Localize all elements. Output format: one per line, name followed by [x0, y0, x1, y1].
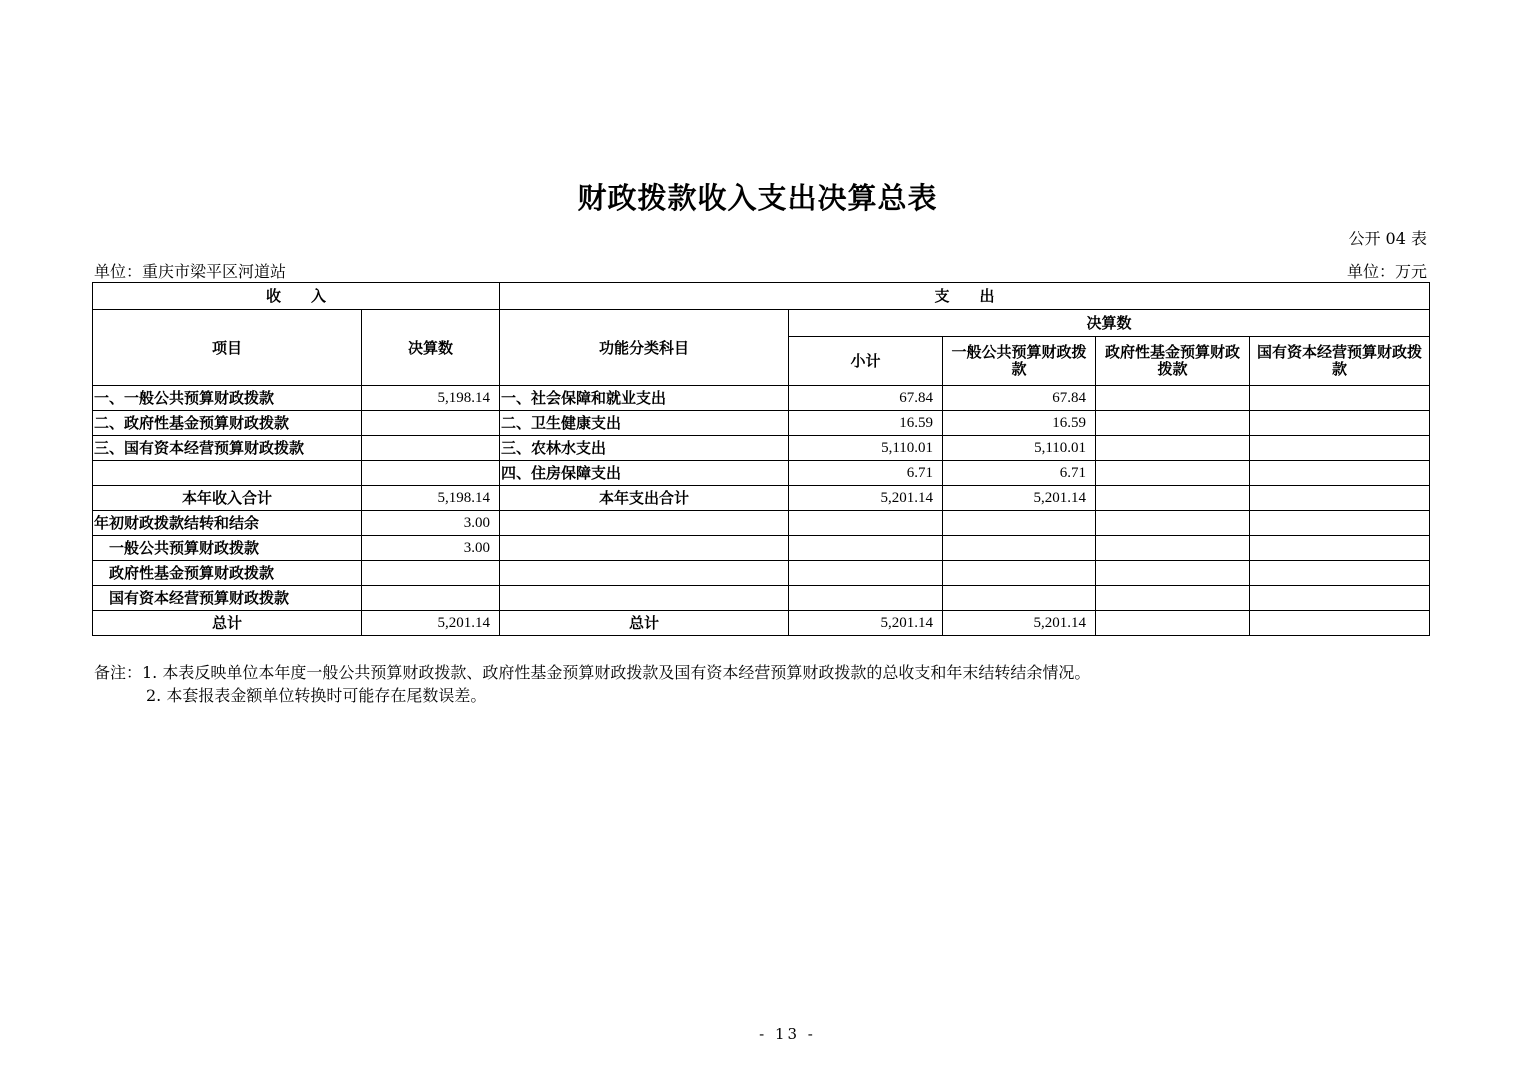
general-value: [943, 511, 1096, 536]
state-capital-value: [1250, 536, 1430, 561]
gov-fund-value: [1096, 611, 1250, 636]
general-value: [943, 536, 1096, 561]
expense-item: [500, 586, 789, 611]
expense-header: 支 出: [500, 283, 1430, 310]
table-row-grand-total: [93, 611, 1430, 636]
note-line-1: 备注：1. 本表反映单位本年度一般公共预算财政拨款、政府性基金预算财政拨款及国有资本经营预算财政拨款的总收支和年末结转结余情况。: [94, 663, 1091, 682]
table-row: [93, 386, 1430, 411]
income-item: 一、一般公共预算财政拨款: [93, 386, 362, 411]
income-value: 3.00: [362, 511, 500, 536]
table-row: [93, 511, 1430, 536]
income-item: 本年收入合计: [93, 486, 362, 511]
note-line-2: 2. 本套报表金额单位转换时可能存在尾数误差。: [146, 686, 487, 705]
expense-item: [500, 511, 789, 536]
state-capital-value: [1250, 386, 1430, 411]
income-item: 一般公共预算财政拨款: [93, 536, 362, 561]
gov-fund-value: [1096, 561, 1250, 586]
income-value: 3.00: [362, 536, 500, 561]
income-value: [362, 461, 500, 486]
general-value: 6.71: [943, 461, 1096, 486]
expense-item: 本年支出合计: [500, 486, 789, 511]
expense-item: [500, 561, 789, 586]
general-value: 16.59: [943, 411, 1096, 436]
table-row: [93, 536, 1430, 561]
income-value: 5,198.14: [362, 486, 500, 511]
gov-fund-value: [1096, 511, 1250, 536]
state-capital-header: 国有资本经营预算财政拨款: [1250, 337, 1430, 386]
income-value: [362, 411, 500, 436]
table-row-total-year: [93, 486, 1430, 511]
expense-item: 总计: [500, 611, 789, 636]
general-value: 5,201.14: [943, 486, 1096, 511]
income-value: 5,201.14: [362, 611, 500, 636]
notes: [94, 661, 1090, 707]
subtotal-value: 67.84: [789, 386, 943, 411]
state-capital-value: [1250, 411, 1430, 436]
table-row: [93, 586, 1430, 611]
gov-fund-value: [1096, 411, 1250, 436]
gov-fund-value: [1096, 586, 1250, 611]
income-item: 国有资本经营预算财政拨款: [93, 586, 362, 611]
subtotal-header: 小计: [789, 337, 943, 386]
subtotal-value: [789, 536, 943, 561]
unit-currency: 单位：万元: [1346, 262, 1427, 281]
gov-fund-value: [1096, 536, 1250, 561]
page-title: 财政拨款收入支出决算总表: [577, 181, 938, 215]
form-number: 公开 04 表: [1348, 229, 1427, 248]
general-value: [943, 561, 1096, 586]
general-value: 5,110.01: [943, 436, 1096, 461]
income-value: 5,198.14: [362, 386, 500, 411]
income-item: 二、政府性基金预算财政拨款: [93, 411, 362, 436]
state-capital-value: [1250, 586, 1430, 611]
expense-item: [500, 536, 789, 561]
table-row: [93, 561, 1430, 586]
income-header: 收 入: [93, 283, 500, 310]
income-amount-header: 决算数: [362, 310, 500, 386]
state-capital-value: [1250, 486, 1430, 511]
income-item: 总计: [93, 611, 362, 636]
page-number: - 13 -: [759, 1025, 816, 1043]
gov-fund-header: 政府性基金预算财政拨款: [1096, 337, 1250, 386]
expense-item: 一、社会保障和就业支出: [500, 386, 789, 411]
state-capital-value: [1250, 511, 1430, 536]
subtotal-value: [789, 561, 943, 586]
func-class-header: 功能分类科目: [500, 310, 789, 386]
state-capital-value: [1250, 436, 1430, 461]
item-header: 项目: [93, 310, 362, 386]
subtotal-value: 5,201.14: [789, 486, 943, 511]
gov-fund-value: [1096, 486, 1250, 511]
subtotal-value: 6.71: [789, 461, 943, 486]
budget-summary-table: [92, 282, 1430, 636]
state-capital-value: [1250, 561, 1430, 586]
subtotal-value: 5,201.14: [789, 611, 943, 636]
table-row: [93, 436, 1430, 461]
gov-fund-value: [1096, 386, 1250, 411]
income-value: [362, 561, 500, 586]
income-value: [362, 586, 500, 611]
general-value: 67.84: [943, 386, 1096, 411]
expense-amount-header: 决算数: [789, 310, 1430, 337]
subtotal-value: 16.59: [789, 411, 943, 436]
expense-item: 三、农林水支出: [500, 436, 789, 461]
expense-item: 四、住房保障支出: [500, 461, 789, 486]
income-value: [362, 436, 500, 461]
income-item: 三、国有资本经营预算财政拨款: [93, 436, 362, 461]
unit-organization: 单位：重庆市梁平区河道站: [94, 262, 287, 281]
general-value: 5,201.14: [943, 611, 1096, 636]
subtotal-value: [789, 586, 943, 611]
income-item: 年初财政拨款结转和结余: [93, 511, 362, 536]
general-value: [943, 586, 1096, 611]
table-row: [93, 461, 1430, 486]
general-budget-header: 一般公共预算财政拨款: [943, 337, 1096, 386]
state-capital-value: [1250, 611, 1430, 636]
state-capital-value: [1250, 461, 1430, 486]
gov-fund-value: [1096, 436, 1250, 461]
income-item: 政府性基金预算财政拨款: [93, 561, 362, 586]
table-row: [93, 411, 1430, 436]
gov-fund-value: [1096, 461, 1250, 486]
income-item: [93, 461, 362, 486]
subtotal-value: [789, 511, 943, 536]
subtotal-value: 5,110.01: [789, 436, 943, 461]
expense-item: 二、卫生健康支出: [500, 411, 789, 436]
